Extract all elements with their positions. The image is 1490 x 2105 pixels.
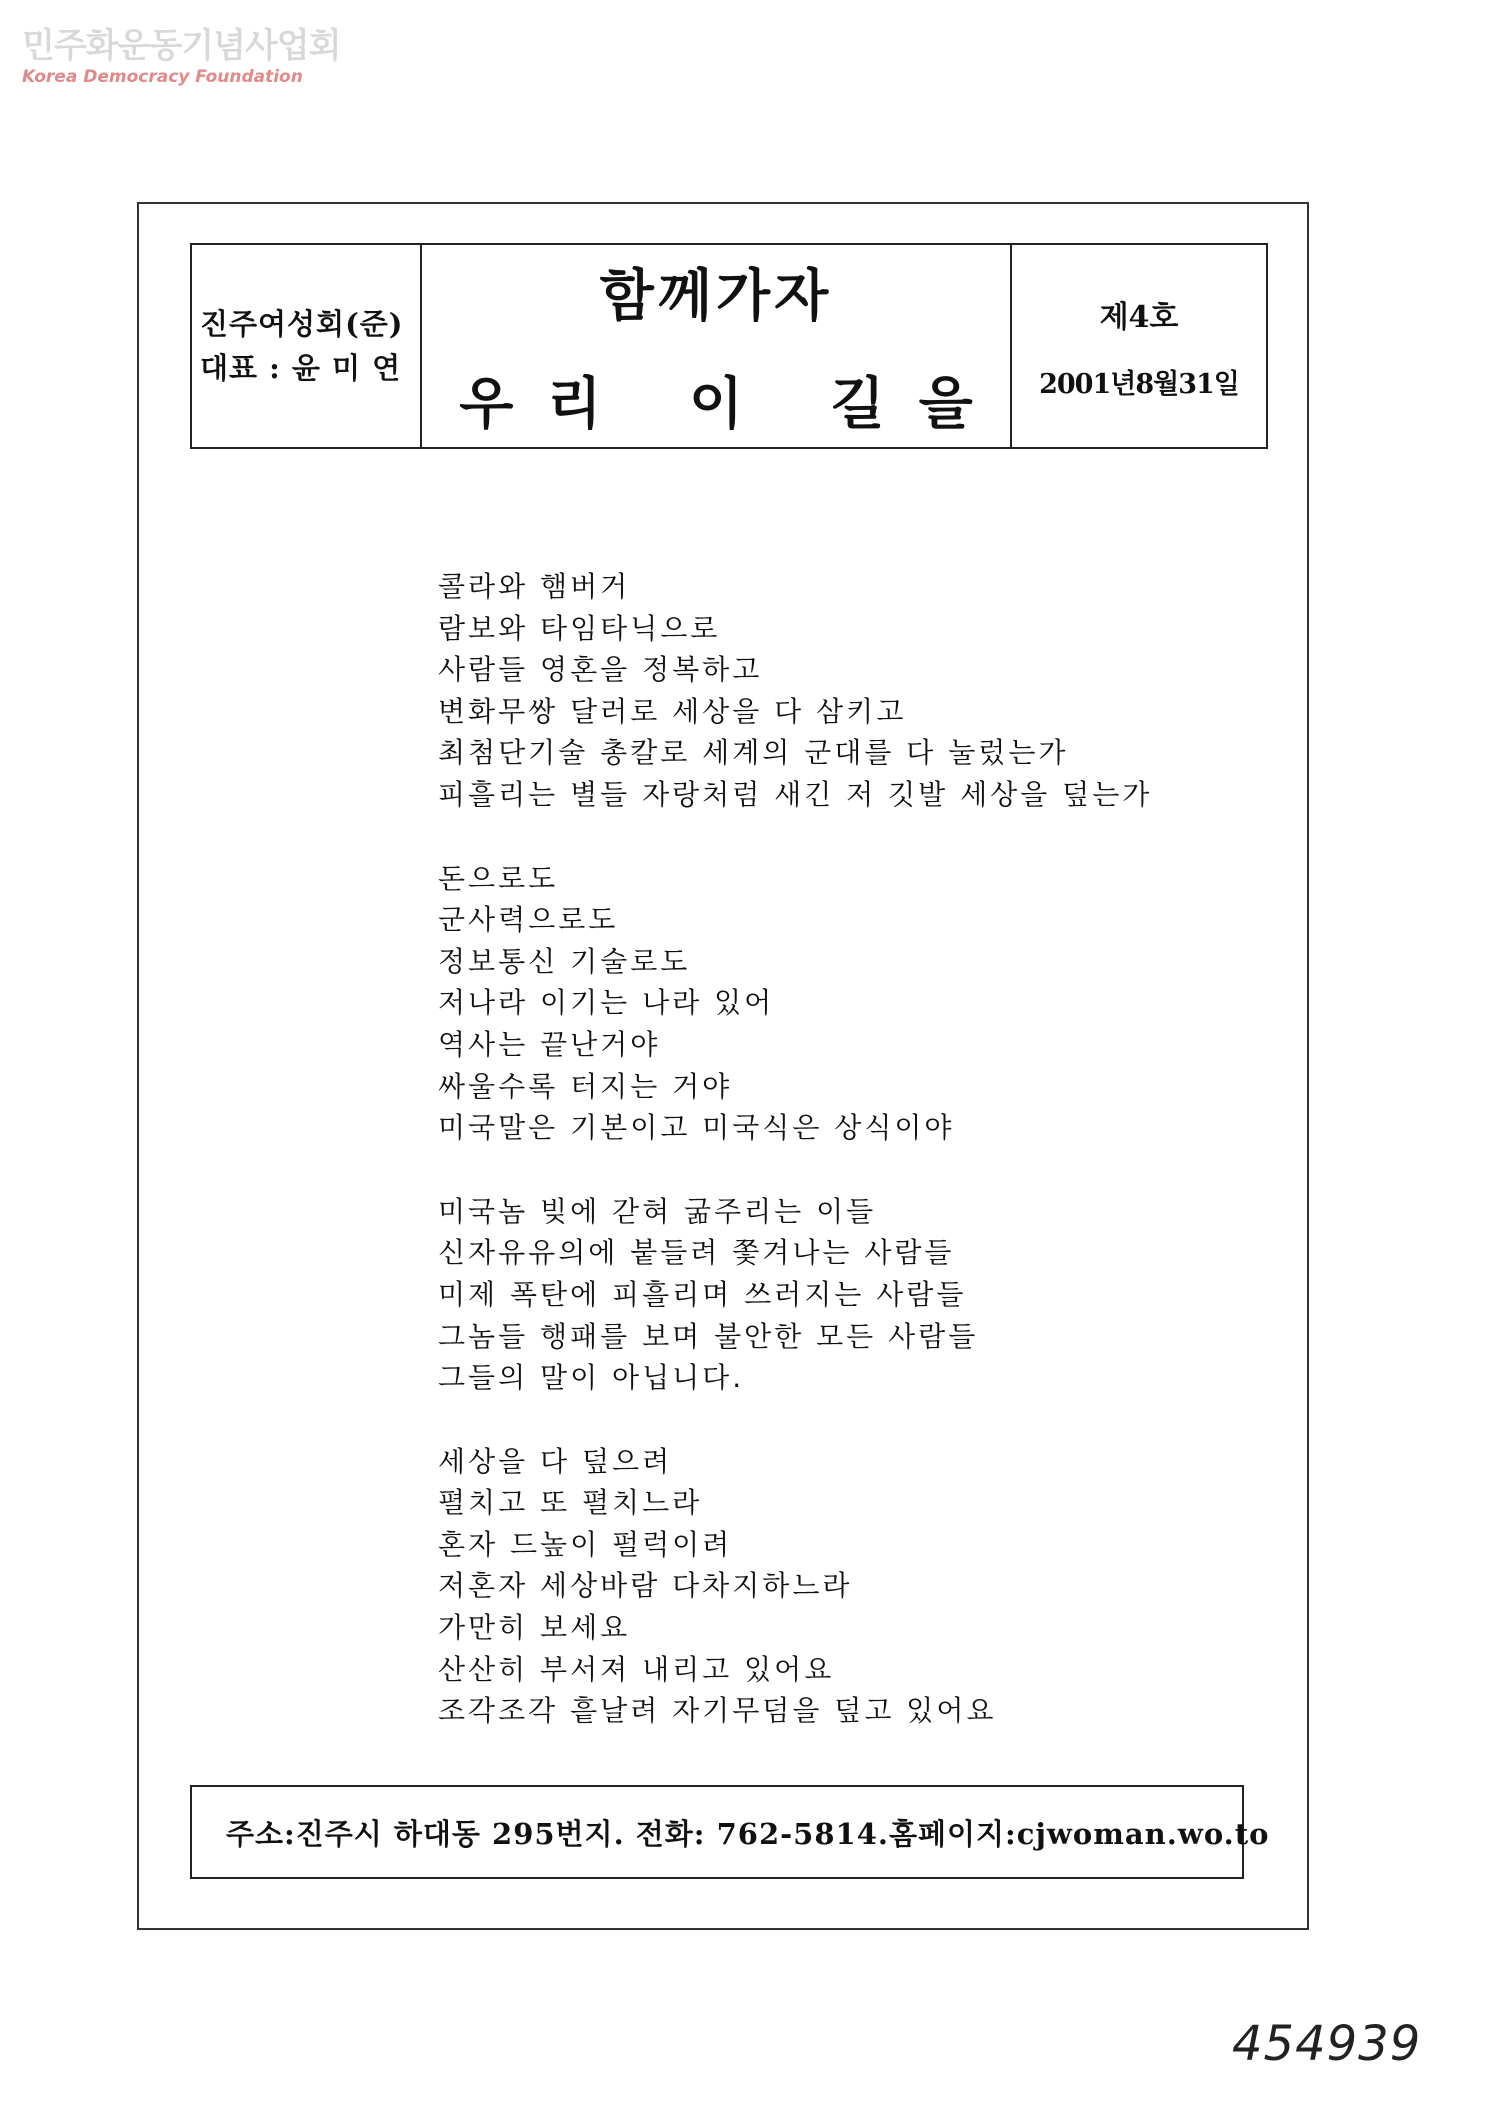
header-issue-cell	[1012, 245, 1266, 447]
poem-line: 최첨단기술 총칼로 세계의 군대를 다 눌렀는가	[438, 736, 1069, 770]
poem-line: 펼치고 또 펼치느라	[438, 1486, 703, 1520]
poem-line: 싸울수록 터지는 거야	[438, 1069, 733, 1103]
footer-contact-box	[190, 1785, 1270, 1879]
issue-date: 2001년8월31일	[1039, 368, 1239, 400]
poem-line: 신자유유의에 붙들려 쫓겨나는 사람들	[438, 1236, 955, 1270]
document-number: 454939	[1232, 2016, 1422, 2072]
poem-line: 저나라 이기는 나라 있어	[438, 986, 775, 1020]
poem-stanza-3	[438, 1191, 1238, 1399]
poem-line: 산산히 부서져 내리고 있어요	[438, 1652, 835, 1686]
poem-line: 피흘리는 별들 자랑처럼 새긴 저 깃발 세상을 덮는가	[438, 777, 1153, 811]
poem-line: 정보통신 기술로도	[438, 944, 691, 978]
representative: 대표 : 윤 미 연	[200, 351, 402, 385]
foundation-logo	[22, 18, 340, 87]
poem-line: 미국놈 빚에 갇혀 굶주리는 이들	[438, 1194, 877, 1228]
poem-line: 혼자 드높이 펄럭이려	[438, 1527, 733, 1561]
header-org-cell	[192, 245, 422, 447]
poem	[438, 566, 1238, 1774]
poem-line: 미제 폭탄에 피흘리며 쓰러지는 사람들	[438, 1277, 967, 1311]
logo-korean-text: 민주화운동기념사업회	[22, 26, 341, 66]
poem-line: 콜라와 햄버거	[438, 570, 631, 603]
poem-line: 역사는 끝난거야	[438, 1027, 661, 1061]
poem-line: 람보와 타임타닉으로	[438, 611, 721, 645]
poem-stanza-4	[438, 1441, 1238, 1732]
poem-line: 변화무쌍 달러로 세상을 다 삼키고	[438, 694, 907, 728]
poem-stanza-1	[438, 566, 1238, 816]
poem-line: 조각조각 흩날려 자기무덤을 덮고 있어요	[438, 1694, 997, 1728]
poem-stanza-2	[438, 858, 1238, 1149]
header-title-cell	[422, 245, 1012, 447]
poem-line: 그놈들 행패를 보며 불안한 모든 사람들	[438, 1319, 979, 1353]
poem-line: 저혼자 세상바람 다차지하느라	[438, 1569, 853, 1603]
poem-line: 사람들 영혼을 정복하고	[438, 653, 763, 687]
poem-line: 세상을 다 덮으려	[438, 1444, 673, 1478]
poem-line: 그들의 말이 아닙니다.	[438, 1361, 745, 1395]
org-name: 진주여성회(준)	[200, 307, 404, 341]
poem-line: 군사력으로도	[438, 903, 619, 937]
logo-english-text: Korea Democracy Foundation	[22, 67, 303, 87]
poem-line: 가만히 보세요	[438, 1611, 631, 1645]
footer-address: 주소:진주시 하대동 295번지. 전화: 762-5814.홈페이지:cjwoman.wo.to	[226, 1816, 1270, 1851]
newsletter-header	[190, 243, 1268, 449]
title-line-1: 함께가자	[599, 264, 833, 329]
issue-number: 제4호	[1099, 299, 1179, 335]
poem-line: 미국말은 기본이고 미국식은 상식이야	[438, 1111, 955, 1145]
title-line-2: 우리 이 길을	[459, 372, 1007, 437]
poem-line: 돈으로도	[438, 861, 559, 895]
